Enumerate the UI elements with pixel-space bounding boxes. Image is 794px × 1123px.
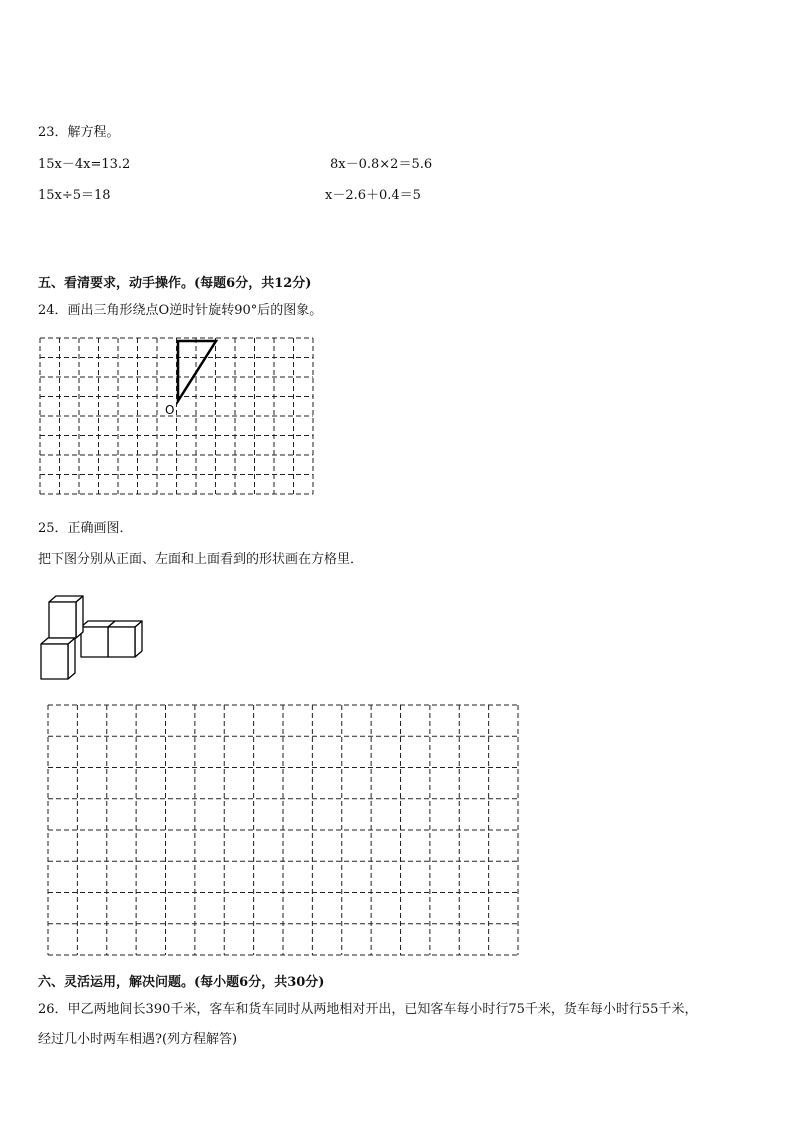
q23-title: 23．解方程。 (38, 125, 120, 140)
q24-title: 24．画出三角形绕点O逆时针旋转90°后的图象。 (38, 303, 323, 318)
equation-2: 8x－0.8×2＝5.6 (330, 157, 433, 172)
q26-line-2: 经过几小时两车相遇?(列方程解答) (38, 1032, 238, 1047)
q25-instruction: 把下图分别从正面、左面和上面看到的形状画在方格里． (38, 552, 364, 567)
q25-title: 25．正确画图． (38, 521, 133, 536)
q26-line-1: 26．甲乙两地间长390千米，客车和货车同时从两地相对开出，已知客车每小时行75千米，货车每小时行55千米， (38, 1002, 698, 1017)
drawing-grid (48, 705, 523, 960)
triangle-shape (178, 341, 216, 401)
section-5-heading: 五、看清要求，动手操作。(每题6分，共12分) (38, 276, 312, 291)
equation-1: 15x－4x=13.2 (38, 157, 131, 172)
rotation-grid (40, 338, 320, 498)
section-6-heading: 六、灵活运用，解决问题。(每小题6分，共30分) (38, 975, 325, 990)
cube-figure (38, 590, 148, 690)
equation-3: 15x÷5＝18 (38, 188, 111, 203)
point-o-label: O (165, 403, 175, 417)
equation-4: x－2.6＋0.4＝5 (325, 188, 421, 203)
